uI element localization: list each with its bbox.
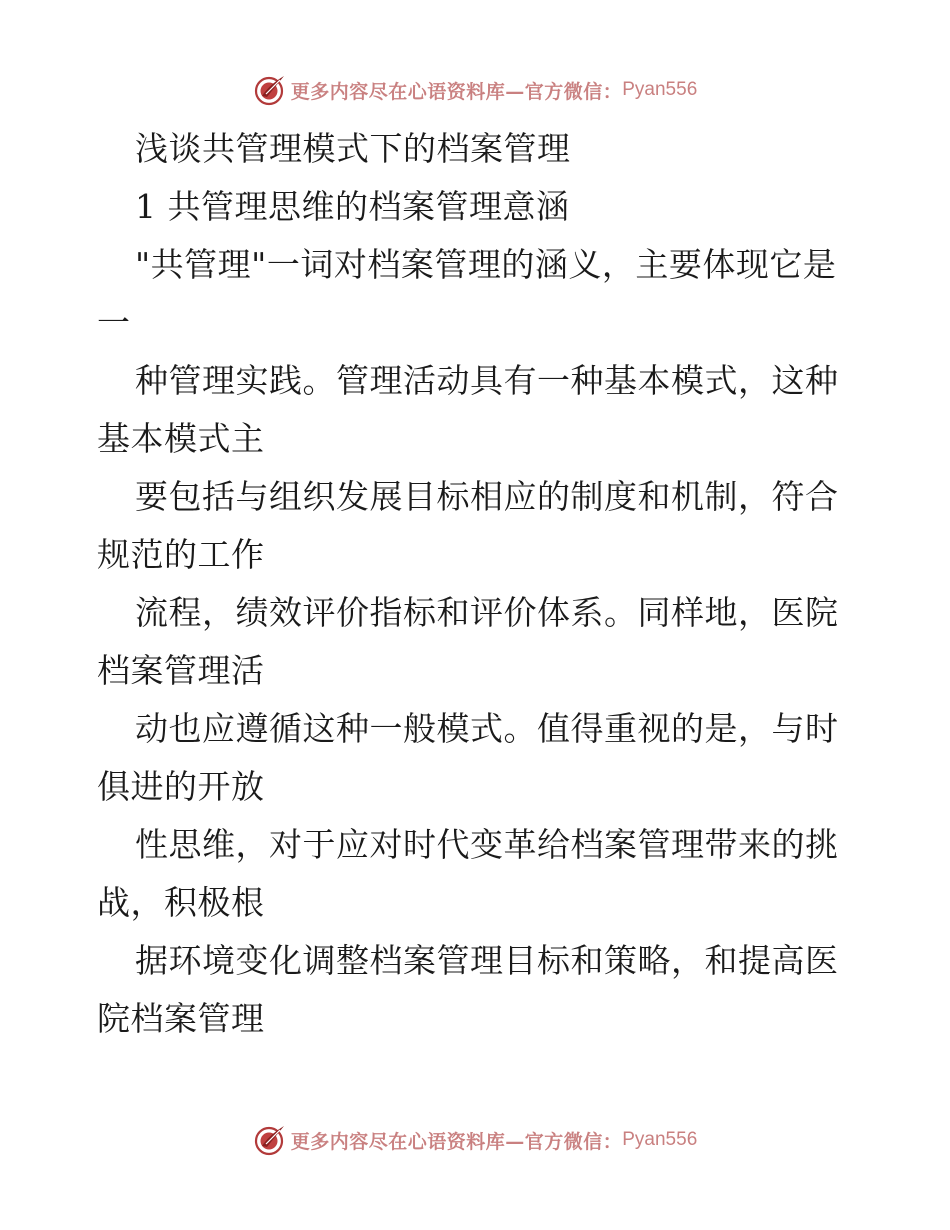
paragraph-line: 性思维，对于应对时代变革给档案管理带来的挑 xyxy=(135,825,839,864)
paragraph-line: 档案管理活 xyxy=(97,651,265,690)
quill-seal-icon xyxy=(253,73,287,107)
paragraph-line: 动也应遵循这种一般模式。值得重视的是，与时 xyxy=(135,709,839,748)
watermark-wechat-id: Pyan556 xyxy=(622,1129,698,1150)
paragraph-line: 据环境变化调整档案管理目标和策略，和提高医 xyxy=(135,941,839,980)
section-heading: 1 共管理思维的档案管理意涵 xyxy=(135,187,570,226)
watermark-banner-bottom xyxy=(0,1120,950,1160)
watermark-text: 更多内容尽在心语资料库—官方微信： xyxy=(290,80,623,103)
paragraph-line: 流程，绩效评价指标和评价体系。同样地，医院 xyxy=(135,593,839,632)
paragraph-line: 种管理实践。管理活动具有一种基本模式，这种 xyxy=(135,361,839,400)
paragraph-line: 俱进的开放 xyxy=(97,767,265,806)
watermark-banner-top xyxy=(0,70,950,110)
paragraph-line: 基本模式主 xyxy=(97,419,265,458)
paragraph-line: 战，积极根 xyxy=(97,883,265,922)
watermark-wechat-id: Pyan556 xyxy=(622,79,698,100)
paragraph-line: "共管理"一词对档案管理的涵义，主要体现它是 xyxy=(135,245,837,284)
paragraph-line: 一 xyxy=(97,303,131,342)
paragraph-line: 规范的工作 xyxy=(97,535,265,574)
paragraph-line: 要包括与组织发展目标相应的制度和机制，符合 xyxy=(135,477,839,516)
document-title: 浅谈共管理模式下的档案管理 xyxy=(135,129,571,168)
paragraph-line: 院档案管理 xyxy=(97,999,265,1038)
watermark-text: 更多内容尽在心语资料库—官方微信： xyxy=(290,1130,623,1153)
document-body xyxy=(97,120,857,1048)
quill-seal-icon xyxy=(253,1123,287,1157)
